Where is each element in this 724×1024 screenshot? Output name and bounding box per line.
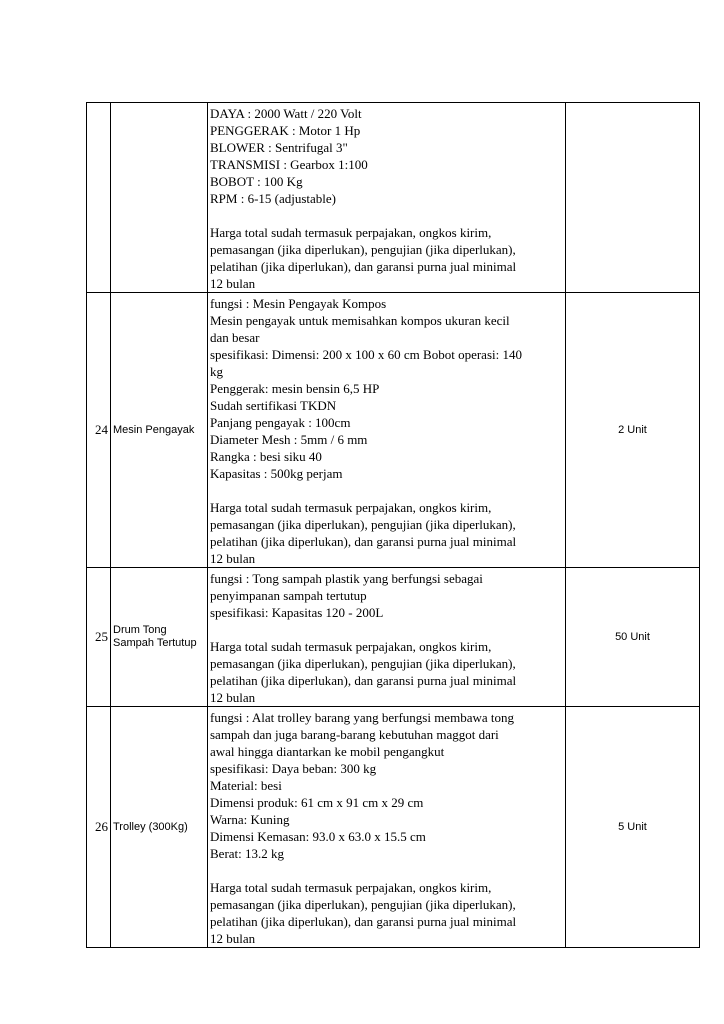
spec-line: spesifikasi: Kapasitas 120 - 200L: [210, 605, 384, 620]
spec-line: Material: besi: [210, 778, 282, 793]
spec-line: pelatihan (jika diperlukan), dan garansi purna jual minimal: [210, 259, 517, 274]
spec-line: pelatihan (jika diperlukan), dan garansi purna jual minimal: [210, 673, 517, 688]
item-specification: [208, 707, 566, 948]
row-number: 25: [87, 568, 111, 707]
spec-line: Warna: Kuning: [210, 812, 290, 827]
item-quantity: [566, 103, 700, 293]
spec-line: TRANSMISI : Gearbox 1:100: [210, 157, 368, 172]
spec-line: fungsi : Mesin Pengayak Kompos: [210, 296, 387, 311]
spec-line: 12 bulan: [210, 690, 256, 705]
spec-line: Dimensi Kemasan: 93.0 x 63.0 x 15.5 cm: [210, 829, 426, 844]
spec-line: pemasangan (jika diperlukan), pengujian (jika diperlukan),: [210, 656, 516, 671]
spec-line: Penggerak: mesin bensin 6,5 HP: [210, 381, 380, 396]
spec-line: Mesin pengayak untuk memisahkan kompos ukuran kecil: [210, 313, 510, 328]
spec-line: Harga total sudah termasuk perpajakan, ongkos kirim,: [210, 500, 492, 515]
spec-line: DAYA : 2000 Watt / 220 Volt: [210, 106, 362, 121]
spec-line: Rangka : besi siku 40: [210, 449, 322, 464]
item-name: Drum Tong Sampah Tertutup: [111, 568, 208, 707]
item-quantity: 50 Unit: [566, 568, 700, 707]
spec-line: [210, 621, 565, 638]
item-specification: [208, 568, 566, 707]
spec-line: spesifikasi: Dimensi: 200 x 100 x 60 cm Bobot operasi: 140: [210, 347, 522, 362]
item-specification: [208, 103, 566, 293]
spec-line: Harga total sudah termasuk perpajakan, ongkos kirim,: [210, 880, 492, 895]
spec-line: penyimpanan sampah tertutup: [210, 588, 367, 603]
spec-line: pemasangan (jika diperlukan), pengujian (jika diperlukan),: [210, 897, 516, 912]
row-number: 26: [87, 707, 111, 948]
spec-line: BLOWER : Sentrifugal 3": [210, 140, 348, 155]
spec-line: 12 bulan: [210, 276, 256, 291]
spec-line: Berat: 13.2 kg: [210, 846, 285, 861]
spec-line: awal hingga diantarkan ke mobil pengangkut: [210, 744, 445, 759]
spec-line: fungsi : Tong sampah plastik yang berfungsi sebagai: [210, 571, 483, 586]
spec-line: BOBOT : 100 Kg: [210, 174, 303, 189]
spec-line: spesifikasi: Daya beban: 300 kg: [210, 761, 377, 776]
spec-line: Sudah sertifikasi TKDN: [210, 398, 337, 413]
spec-line: Kapasitas : 500kg perjam: [210, 466, 343, 481]
table-body: [87, 103, 700, 948]
spec-line: sampah dan juga barang-barang kebutuhan maggot dari: [210, 727, 499, 742]
spec-line: 12 bulan: [210, 931, 256, 946]
spec-line: 12 bulan: [210, 551, 256, 566]
spec-line: pemasangan (jika diperlukan), pengujian (jika diperlukan),: [210, 517, 516, 532]
spec-line: Harga total sudah termasuk perpajakan, ongkos kirim,: [210, 225, 492, 240]
spec-line: pemasangan (jika diperlukan), pengujian (jika diperlukan),: [210, 242, 516, 257]
spec-line: Dimensi produk: 61 cm x 91 cm x 29 cm: [210, 795, 424, 810]
item-name: Mesin Pengayak: [111, 293, 208, 568]
item-specification: [208, 293, 566, 568]
table-row: [87, 103, 700, 293]
table-row: [87, 293, 700, 568]
row-number: 24: [87, 293, 111, 568]
spec-line: [210, 862, 565, 879]
table-row: [87, 707, 700, 948]
item-quantity: 5 Unit: [566, 707, 700, 948]
spec-line: pelatihan (jika diperlukan), dan garansi purna jual minimal: [210, 534, 517, 549]
spec-line: [210, 482, 565, 499]
spec-line: Harga total sudah termasuk perpajakan, ongkos kirim,: [210, 639, 492, 654]
spec-table: [86, 102, 700, 948]
item-name: Trolley (300Kg): [111, 707, 208, 948]
spec-line: kg: [210, 364, 223, 379]
spec-line: [210, 207, 565, 224]
spec-line: fungsi : Alat trolley barang yang berfungsi membawa tong: [210, 710, 514, 725]
spec-line: dan besar: [210, 330, 260, 345]
row-number: [87, 103, 111, 293]
spec-line: Diameter Mesh : 5mm / 6 mm: [210, 432, 368, 447]
spec-line: PENGGERAK : Motor 1 Hp: [210, 123, 361, 138]
spec-line: Panjang pengayak : 100cm: [210, 415, 351, 430]
table-row: [87, 568, 700, 707]
spec-line: pelatihan (jika diperlukan), dan garansi purna jual minimal: [210, 914, 517, 929]
spec-line: RPM : 6-15 (adjustable): [210, 191, 337, 206]
item-quantity: 2 Unit: [566, 293, 700, 568]
item-name: [111, 103, 208, 293]
